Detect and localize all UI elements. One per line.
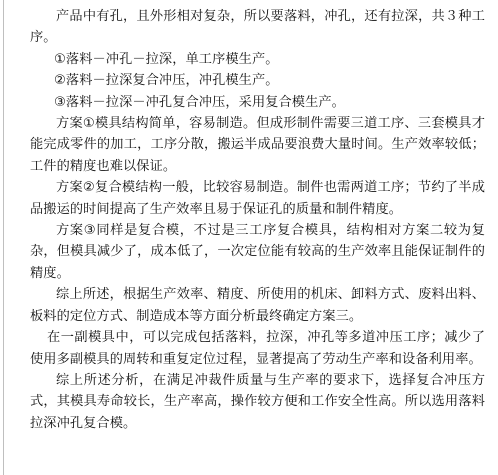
paragraph-analysis-option-1: 方案①模具结构简单，容易制造。但成形制件需要三道工序、三套模具才能完成零件的加工，工序分散，搬运半成品要浪费大量时间。生产效率较低；工件的精度也难以保证。 [30, 116, 485, 174]
paragraph-option-3: ③落料－拉深－冲孔复合冲压，采用复合模生产。 [54, 94, 345, 110]
paragraph-option-1: ①落料－冲孔－拉深，单工序模生产。 [54, 51, 279, 67]
paragraph-option-2: ②落料－拉深复合冲压，冲孔模生产。 [54, 73, 279, 89]
paragraph-compound-die-benefit: 在一副模具中，可以完成包括落料，拉深，冲孔等多道冲压工序；减少了使用多副模具的周转和重复定位过程，显著提高了劳动生产率和设备利用率。 [30, 330, 485, 367]
page-left-border [3, 0, 4, 475]
paragraph-conclusion: 综上所述，根据生产效率、精度、所使用的机床、卸料方式、废料出料、板料的定位方式、制造成本等方面分析最终确定方案三。 [30, 287, 485, 324]
document-body [30, 6, 485, 434]
paragraph-process-overview: 产品中有孔，且外形相对复杂，所以要落料，冲孔，还有拉深，共３种工序。 [30, 9, 485, 46]
paragraph-final-selection: 综上所述分析，在满足冲裁件质量与生产率的要求下，选择复合冲压方式，其模具寿命较长，生产率高，操作较方便和工作安全性高。所以选用落料拉深冲孔复合模。 [30, 372, 485, 431]
paragraph-analysis-option-3: 方案③同样是复合模，不过是三工序复合模具，结构相对方案二较为复杂，但模具减少了，成本低了，一次定位能有较高的生产效率且能保证制件的精度。 [30, 223, 485, 281]
paragraph-analysis-option-2: 方案②复合模结构一般，比较容易制造。制件也需两道工序；节约了半成品搬运的时间提高了生产效率且易于保证孔的质量和制件精度。 [30, 180, 485, 217]
